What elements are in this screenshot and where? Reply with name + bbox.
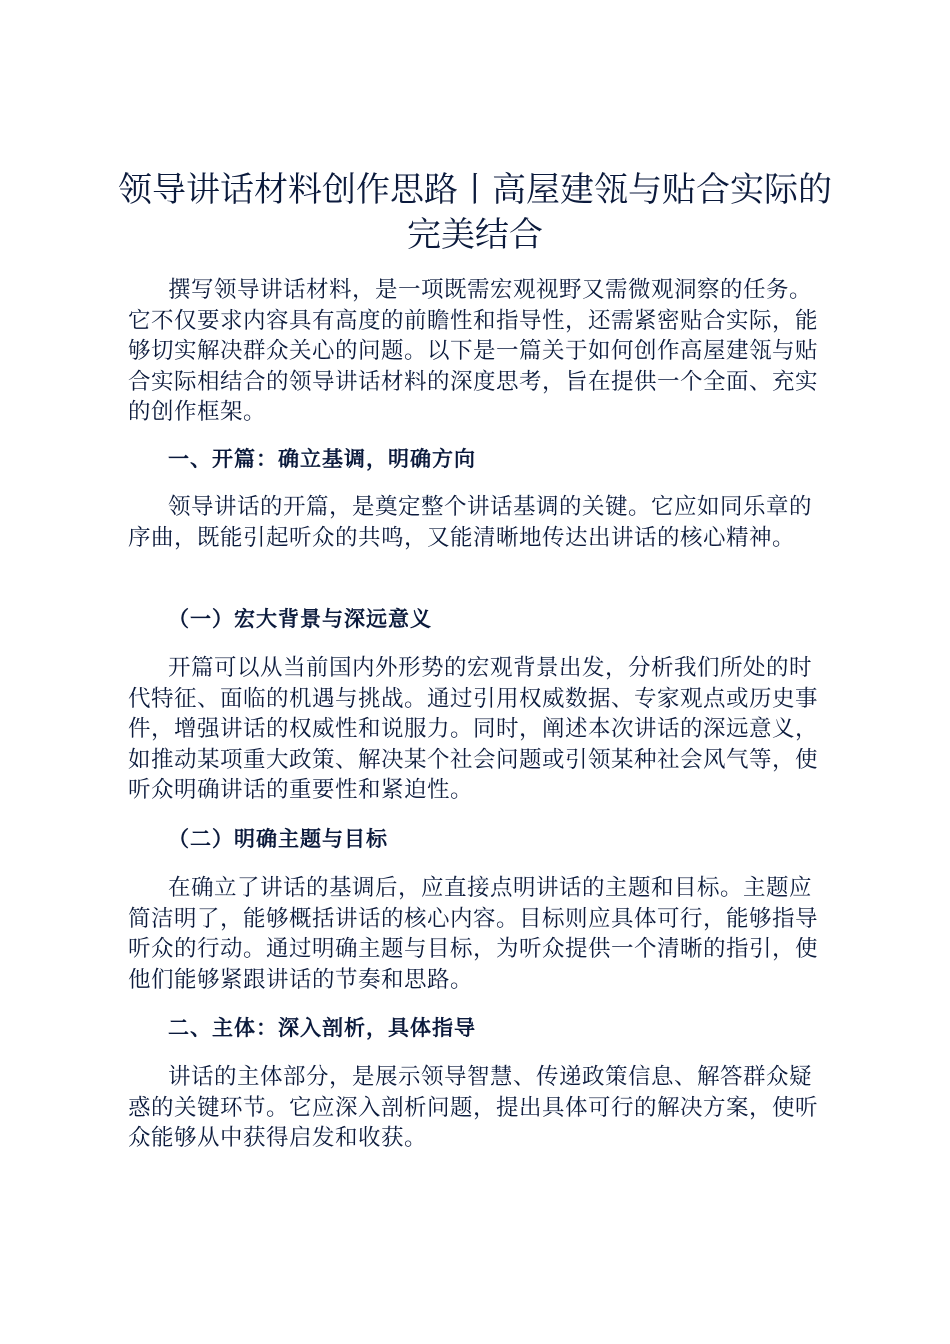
subsection-1-1-heading: （一）宏大背景与深远意义 (168, 607, 432, 631)
subsection-1-1-paragraph: 开篇可以从当前国内外形势的宏观背景出发，分析我们所处的时代特征、面临的机遇与挑战。通过引用权威数据、专家观点或历史事件，增强讲话的权威性和说服力。同时，阐述本次讲话的深远意义，如推动某项重大政策、解决某个社会问题或引领某种社会风气等，使听众明确讲话的重要性和紧迫性。 (128, 655, 819, 803)
document-title: 领导讲话材料创作思路丨高屋建瓴与贴合实际的完美结合 (118, 170, 832, 255)
intro-paragraph: 撰写领导讲话材料，是一项既需宏观视野又需微观洞察的任务。它不仅要求内容具有高度的前瞻性和指导性，还需紧密贴合实际，能够切实解决群众关心的问题。以下是一篇关于如何创作高屋建瓴与贴合实际相结合的领导讲话材料的深度思考，旨在提供一个全面、充实的创作框架。 (128, 277, 819, 425)
section-1-paragraph: 领导讲话的开篇，是奠定整个讲话基调的关键。它应如同乐章的序曲，既能引起听众的共鸣，又能清晰地传达出讲话的核心精神。 (128, 494, 813, 551)
section-2-paragraph: 讲话的主体部分，是展示领导智慧、传递政策信息、解答群众疑惑的关键环节。它应深入剖析问题，提出具体可行的解决方案，使听众能够从中获得启发和收获。 (128, 1064, 819, 1151)
subsection-1-2-paragraph: 在确立了讲话的基调后，应直接点明讲话的主题和目标。主题应简洁明了，能够概括讲话的核心内容。目标则应具体可行，能够指导听众的行动。通过明确主题与目标，为听众提供一个清晰的指引，使他们能够紧跟讲话的节奏和思路。 (128, 875, 819, 993)
subsection-1-2-heading: （二）明确主题与目标 (168, 827, 388, 851)
section-1-heading: 一、开篇：确立基调，明确方向 (168, 447, 476, 471)
section-2-heading: 二、主体：深入剖析，具体指导 (168, 1016, 476, 1040)
